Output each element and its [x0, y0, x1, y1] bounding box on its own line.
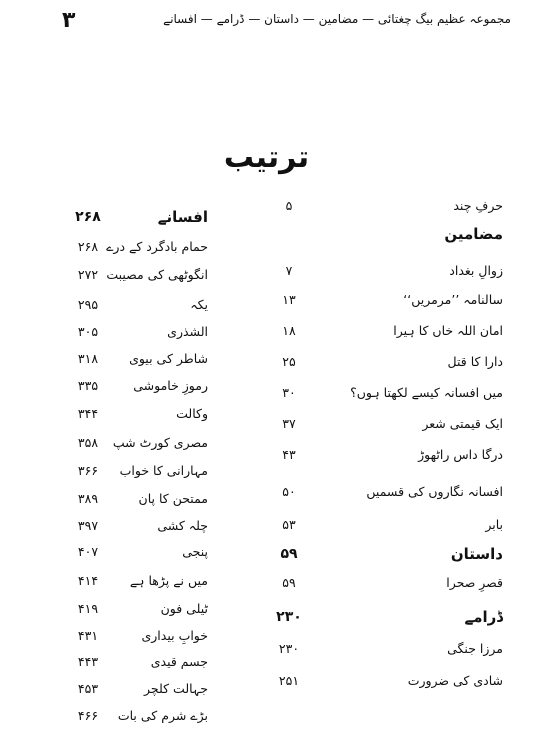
toc-page-number: ۴۱۴ — [77, 573, 99, 588]
toc-page-number: ۳۱۸ — [77, 351, 99, 366]
toc-entry-title: مصری کورٹ شپ — [112, 435, 208, 450]
toc-page-number: ۵۹ — [282, 575, 296, 590]
toc-page-number: ۳۸۹ — [77, 491, 99, 506]
toc-page-number: ۲۶۸ — [77, 239, 99, 254]
toc-entry-title: زوالِ بغداد — [449, 263, 503, 278]
toc-page-number: ۵۰ — [282, 484, 296, 499]
toc-page-number: ۳۰۵ — [77, 324, 99, 339]
toc-page-number: ۳۵۸ — [77, 435, 99, 450]
toc-entry-title: انگوٹھی کی مصیبت — [106, 267, 208, 282]
toc-page-number: ۳۶۶ — [77, 463, 99, 478]
toc-entry-title: امان اللہ خاں کا ہیرا — [393, 323, 503, 338]
toc-page-number: ۳۹۷ — [77, 518, 99, 533]
toc-page-number: ۲۳۰ — [278, 641, 300, 656]
toc-page-number: ۴۵۳ — [77, 681, 99, 696]
toc-page-number: ۴۳ — [282, 447, 296, 462]
toc-entry-title: افسانہ نگاروں کی قسمیں — [366, 484, 503, 499]
toc-page-number: ۱۸ — [282, 323, 296, 338]
toc-page-number: ۴۴۳ — [77, 654, 99, 669]
toc-page-number: ۴۰۷ — [77, 544, 99, 559]
toc-page-number: ۳۷ — [282, 416, 296, 431]
toc-page-number: ۴۳۱ — [77, 628, 99, 643]
toc-entry-title: سالنامہ ’’مرمریں‘‘ — [403, 292, 503, 307]
toc-page-number: ۴۶۶ — [77, 708, 99, 723]
toc-entry-title: مہارانی کا خواب — [119, 463, 208, 478]
toc-section-heading: داستان — [450, 545, 503, 563]
toc-entry-title: یکہ — [190, 297, 208, 312]
toc-entry-title: پنجی — [182, 544, 208, 559]
toc-entry-title: بڑے شرم کی بات — [117, 708, 208, 723]
toc-entry-title: جسم قیدی — [150, 654, 208, 669]
toc-page-number: ۲۵۱ — [278, 673, 300, 688]
toc-entry-title: چلہ کشی — [157, 518, 208, 533]
toc-page-number: ۵ — [285, 198, 293, 213]
toc-section-heading: مضامین — [444, 225, 503, 243]
toc-entry-title: مرزا جنگی — [447, 641, 503, 656]
toc-entry-title: درگا داس راٹھوڑ — [418, 447, 503, 462]
toc-entry-title: خوابِ بیداری — [141, 628, 208, 643]
toc-entry-title: میں نے پڑھا ہے — [129, 573, 208, 588]
toc-page-number: ۲۵ — [282, 354, 296, 369]
toc-entry-title: شاطر کی بیوی — [129, 351, 208, 366]
toc-entry-title: رموزِ خاموشی — [133, 378, 208, 393]
toc-page-number: ۲۷۲ — [77, 267, 99, 282]
toc-entry-title: الشذری — [167, 324, 208, 339]
toc-entry-title: دارا کا قتل — [447, 354, 503, 369]
toc-entry-title: حمام بادگرد کے درے — [106, 239, 208, 254]
toc-entry-title: بابر — [485, 517, 503, 532]
toc-page-number: ۳۳۵ — [77, 378, 99, 393]
toc-page-number: ۱۳ — [282, 292, 296, 307]
toc-page-number: ۲۹۵ — [77, 297, 99, 312]
toc-entry-title: میں افسانہ کیسے لکھتا ہوں؟ — [350, 385, 503, 400]
running-head: مجموعہ عظیم بیگ چغتائی — مضامین — داستان — ڈرامے — افسانے — [163, 12, 511, 26]
toc-section-heading: افسانے — [157, 208, 208, 226]
toc-entry-title: جہالت کلچر — [144, 681, 208, 696]
toc-entry-title: ایک قیمتی شعر — [422, 416, 503, 431]
toc-entry-title: قصرِ صحرا — [446, 575, 503, 590]
toc-page-number: ۲۳۰ — [276, 609, 302, 625]
toc-section-heading: ڈرامے — [464, 608, 503, 626]
toc-page-number: ۳۴۴ — [77, 406, 99, 421]
page-number: ۳ — [62, 8, 76, 33]
toc-page-number: ۳۰ — [282, 385, 296, 400]
toc-page-number: ۴۱۹ — [77, 601, 99, 616]
toc-entry-title: حرفِ چند — [453, 198, 503, 213]
toc-entry-title: ممتحن کا پان — [138, 491, 208, 506]
toc-page-number: ۲۶۸ — [75, 209, 101, 225]
toc-page-number: ۵۳ — [282, 517, 296, 532]
toc-entry-title: ٹیلی فون — [160, 601, 208, 616]
toc-page-number: ۵۹ — [280, 546, 298, 562]
toc-entry-title: شادی کی ضرورت — [407, 673, 503, 688]
page-title: ترتیب — [223, 140, 310, 175]
toc-page-number: ۷ — [285, 263, 293, 278]
toc-entry-title: وکالت — [176, 406, 208, 421]
